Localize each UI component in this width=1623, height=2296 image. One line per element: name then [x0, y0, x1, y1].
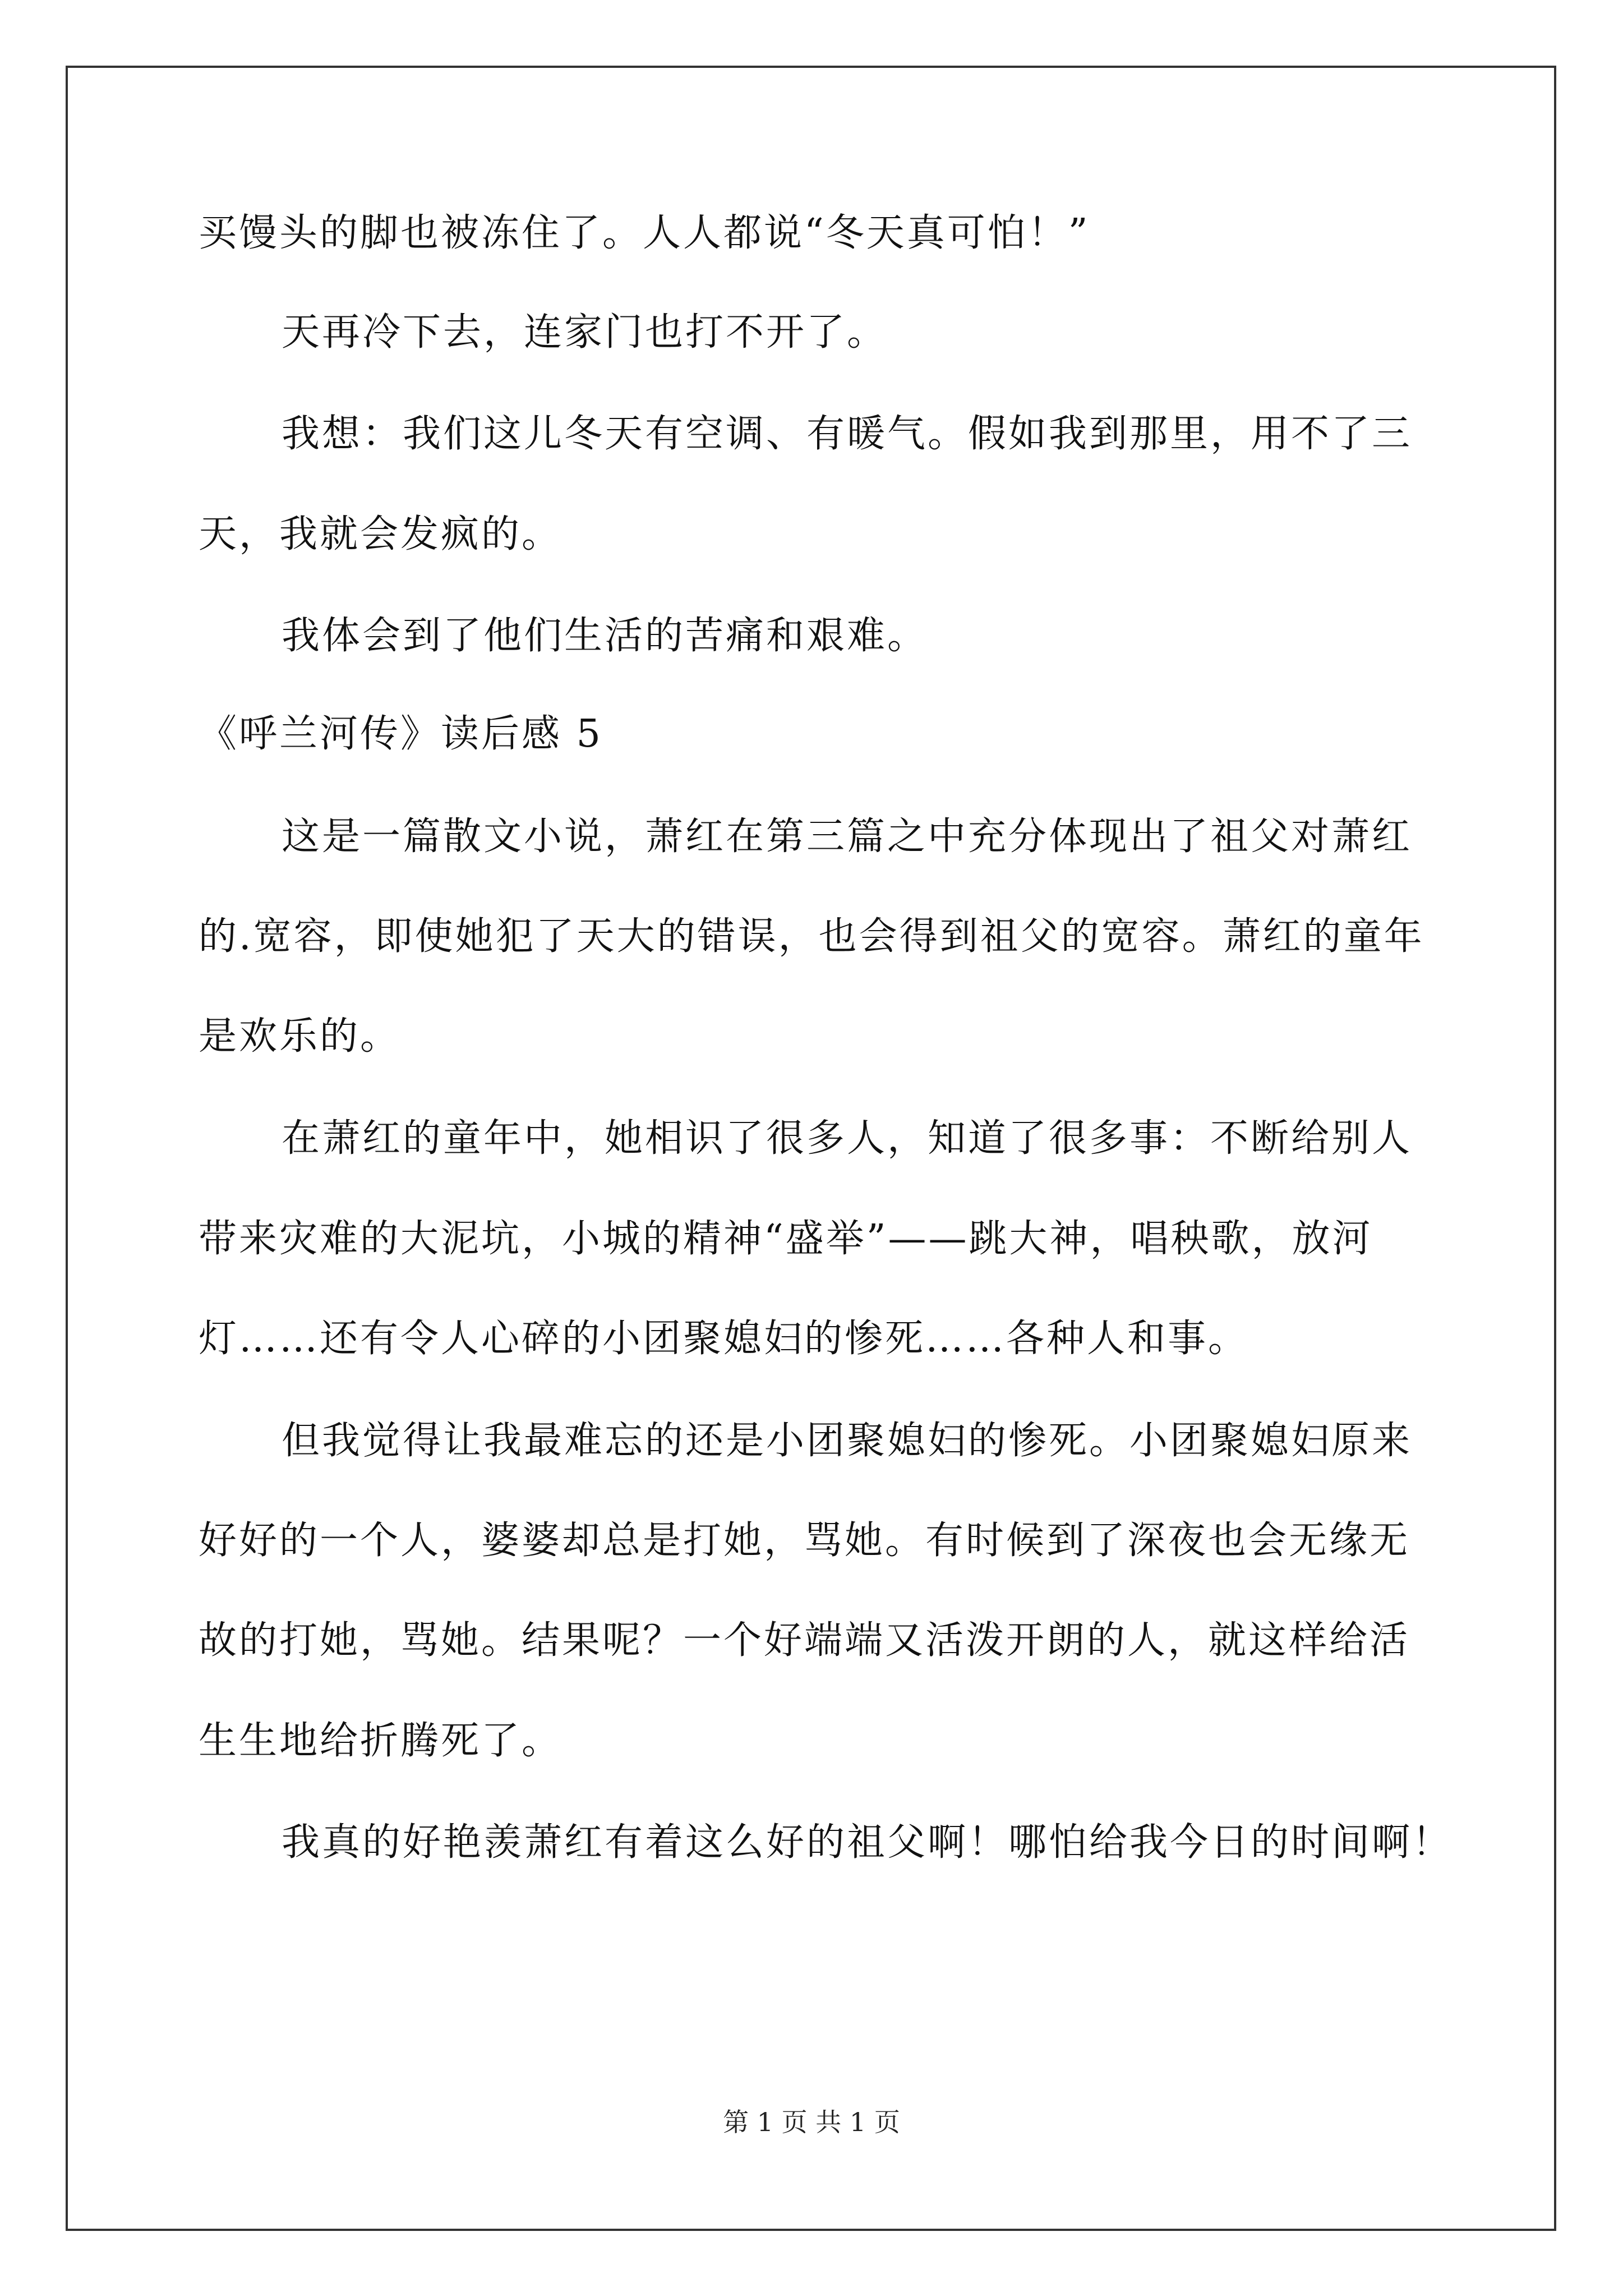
text-line: 灯……还有令人心碎的小团聚媳妇的惨死……各种人和事。: [199, 1317, 1249, 1361]
text-line: 天，我就会发疯的。: [199, 512, 562, 556]
text-line: 我真的好艳羡萧红有着这么好的祖父啊！哪怕给我今日的时间啊！: [282, 1820, 1453, 1865]
text-line: 我想：我们这儿冬天有空调、有暖气。假如我到那里，用不了三: [282, 412, 1413, 456]
section-heading: 《呼兰河传》读后感 5: [199, 712, 603, 756]
text-line: 好好的一个人，婆婆却总是打她，骂她。有时候到了深夜也会无缘无: [199, 1519, 1410, 1563]
text-line: 我体会到了他们生活的苦痛和艰难。: [282, 614, 928, 658]
text-line: 带来灾难的大泥坑，小城的精神“盛举”——跳大神，唱秧歌，放河: [199, 1217, 1373, 1261]
text-line: 买馒头的脚也被冻住了。人人都说“冬天真可怕！”: [199, 211, 1090, 255]
text-line: 这是一篇散文小说，萧红在第三篇之中充分体现出了祖父对萧红: [282, 815, 1413, 859]
text-line: 但我觉得让我最难忘的还是小团聚媳妇的惨死。小团聚媳妇原来: [282, 1419, 1413, 1463]
text-line: 的.宽容，即使她犯了天大的错误，也会得到祖父的宽容。萧红的童年: [199, 914, 1424, 959]
text-line: 生生地给折腾死了。: [199, 1719, 562, 1763]
text-line: 在萧红的童年中，她相识了很多人，知道了很多事：不断给别人: [282, 1116, 1413, 1161]
text-line: 是欢乐的。: [199, 1014, 401, 1059]
text-line: 故的打她，骂她。结果呢？一个好端端又活泼开朗的人，就这样给活: [199, 1618, 1410, 1663]
page-footer: 第 1 页 共 1 页: [723, 2107, 900, 2137]
text-line: 天再冷下去，连家门也打不开了。: [282, 310, 888, 355]
